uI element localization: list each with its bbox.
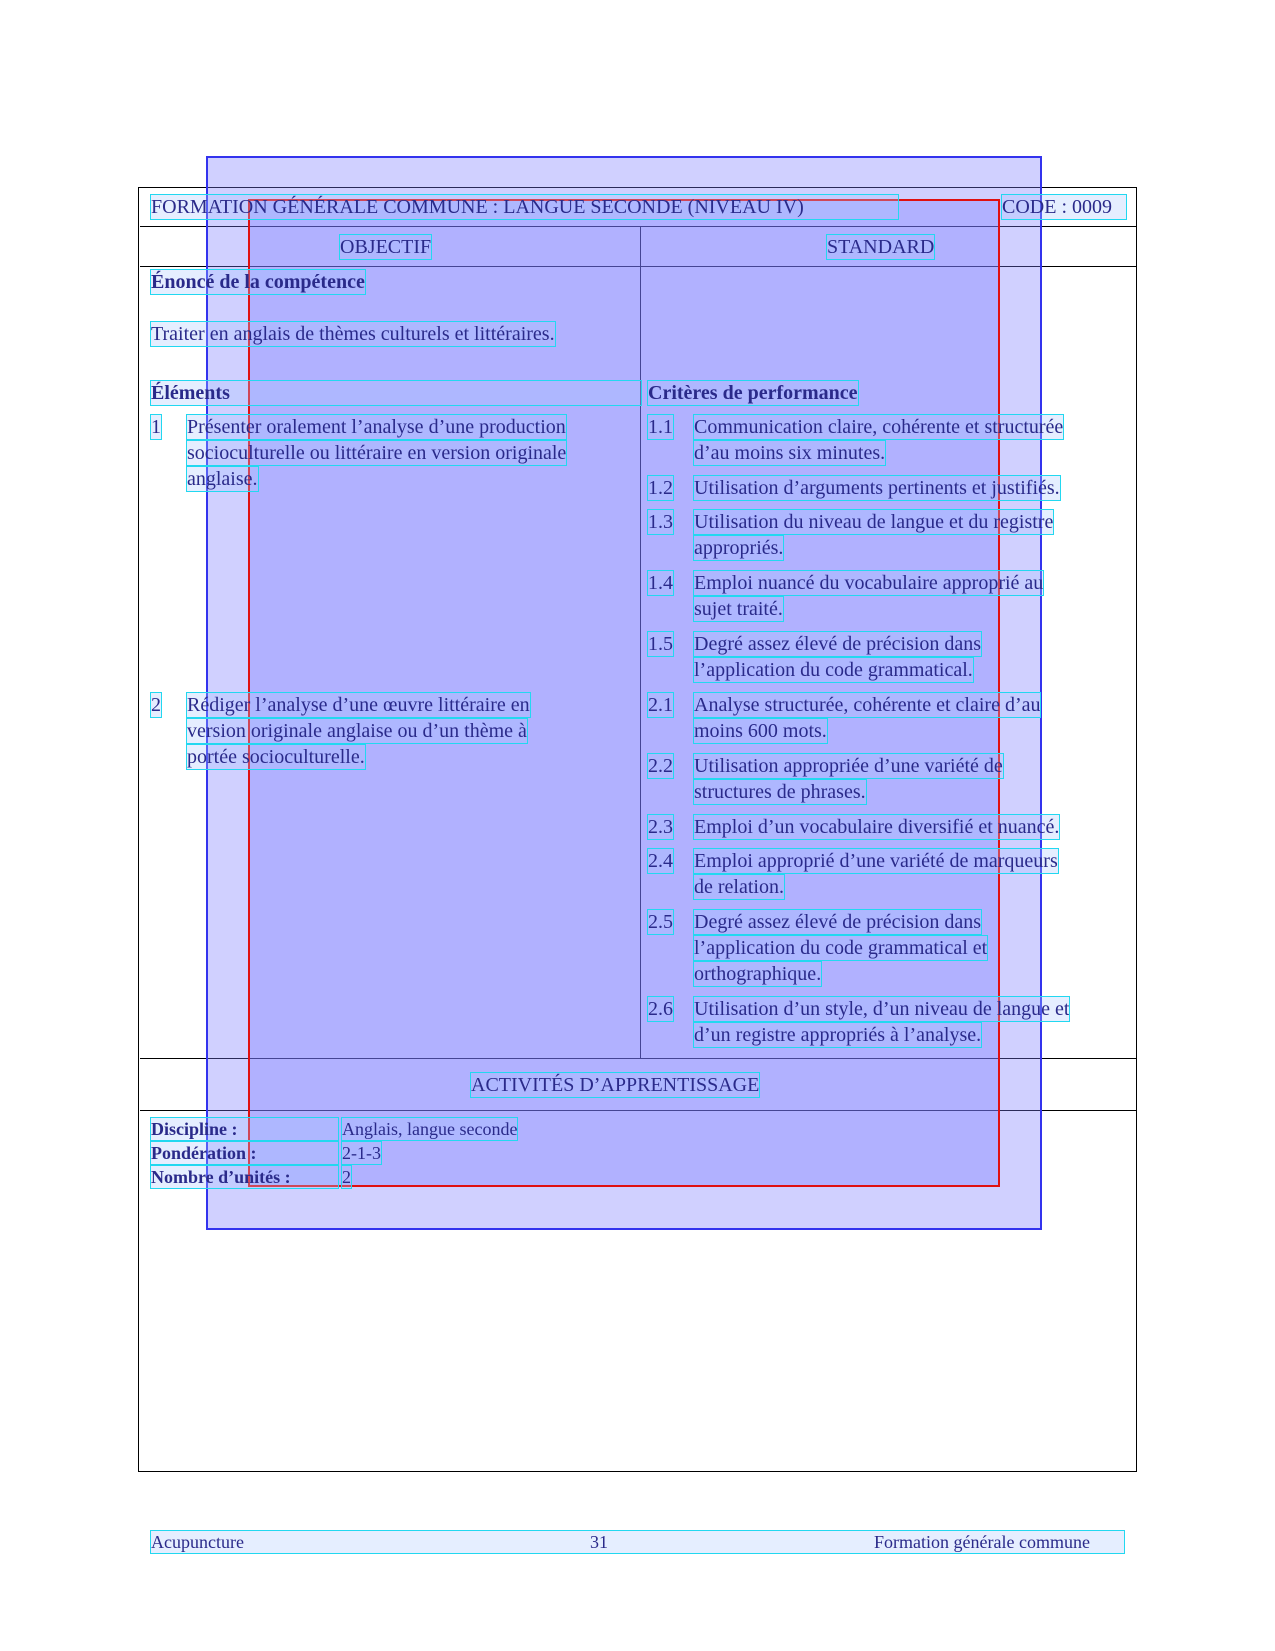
ponderation-label: Pondération : [151,1142,338,1164]
unites-label: Nombre d’unités : [151,1166,338,1188]
criterion-number: 2.4 [648,850,673,872]
element-line: version originale anglaise ou d’un thème à [187,720,527,742]
footer-page-number: 31 [590,1532,608,1552]
element-line: Présenter oralement l’analyse d’une production [187,416,566,438]
criterion-line: Utilisation d’arguments pertinents et justifiés. [694,477,1060,499]
criterion-line: structures de phrases. [694,781,866,803]
criterion-number: 2.1 [648,694,673,716]
element-line: Rédiger l’analyse d’une œuvre littéraire en [187,694,530,716]
criterion-line: Emploi approprié d’une variété de marqueurs [694,850,1058,872]
criterion-line: d’un registre appropriés à l’analyse. [694,1024,982,1046]
criterion-line: Communication claire, cohérente et structurée [694,416,1064,438]
header-code: CODE : 0009 [1002,195,1126,219]
elements-heading: Éléments [151,381,641,405]
footer-right: Formation générale commune [874,1532,1090,1552]
element-number: 1 [151,416,161,438]
criterion-number: 1.2 [648,477,673,499]
criteria-heading: Critères de performance [648,382,858,404]
activities-heading: ACTIVITÉS D’APPRENTISSAGE [471,1074,760,1096]
criterion-line: Utilisation appropriée d’une variété de [694,755,1003,777]
criterion-line: appropriés. [694,537,784,559]
criterion-line: sujet traité. [694,598,783,620]
criterion-number: 2.2 [648,755,673,777]
criterion-number: 1.4 [648,572,673,594]
criterion-line: Degré assez élevé de précision dans [694,633,982,655]
criterion-line: l’application du code grammatical et [694,937,988,959]
criterion-line: Emploi nuancé du vocabulaire approprié au [694,572,1044,594]
criterion-number: 1.1 [648,416,673,438]
criterion-number: 2.6 [648,998,673,1020]
element-number: 2 [151,694,161,716]
criterion-line: Utilisation du niveau de langue et du registre [694,511,1054,533]
competence-heading: Énoncé de la compétence [151,271,365,293]
criterion-line: Utilisation d’un style, d’un niveau de langue et [694,998,1070,1020]
ponderation-value: 2-1-3 [342,1143,381,1163]
element-line: anglaise. [187,468,258,490]
element-line: socioculturelle ou littéraire en version originale [187,442,567,464]
criterion-line: l’application du code grammatical. [694,659,973,681]
criterion-number: 2.3 [648,816,673,838]
criterion-line: moins 600 mots. [694,720,827,742]
discipline-label: Discipline : [151,1118,338,1140]
column-standard: STANDARD [827,236,935,258]
element-line: portée socioculturelle. [187,746,365,768]
criterion-line: orthographique. [694,963,822,985]
column-objectif: OBJECTIF [340,236,432,258]
competence-text: Traiter en anglais de thèmes culturels et littéraires. [151,323,555,345]
criterion-line: Analyse structurée, cohérente et claire d’au [694,694,1041,716]
criterion-line: Emploi d’un vocabulaire diversifié et nuancé. [694,816,1060,838]
criterion-line: Degré assez élevé de précision dans [694,911,982,933]
criterion-line: de relation. [694,876,784,898]
discipline-value: Anglais, langue seconde [342,1119,518,1139]
criterion-number: 1.5 [648,633,673,655]
criterion-line: d’au moins six minutes. [694,442,886,464]
header-title: FORMATION GÉNÉRALE COMMUNE : LANGUE SECONDE (NIVEAU IV) [151,195,898,219]
footer-left: Acupuncture [151,1532,244,1552]
criterion-number: 2.5 [648,911,673,933]
criterion-number: 1.3 [648,511,673,533]
unites-value: 2 [342,1167,351,1187]
